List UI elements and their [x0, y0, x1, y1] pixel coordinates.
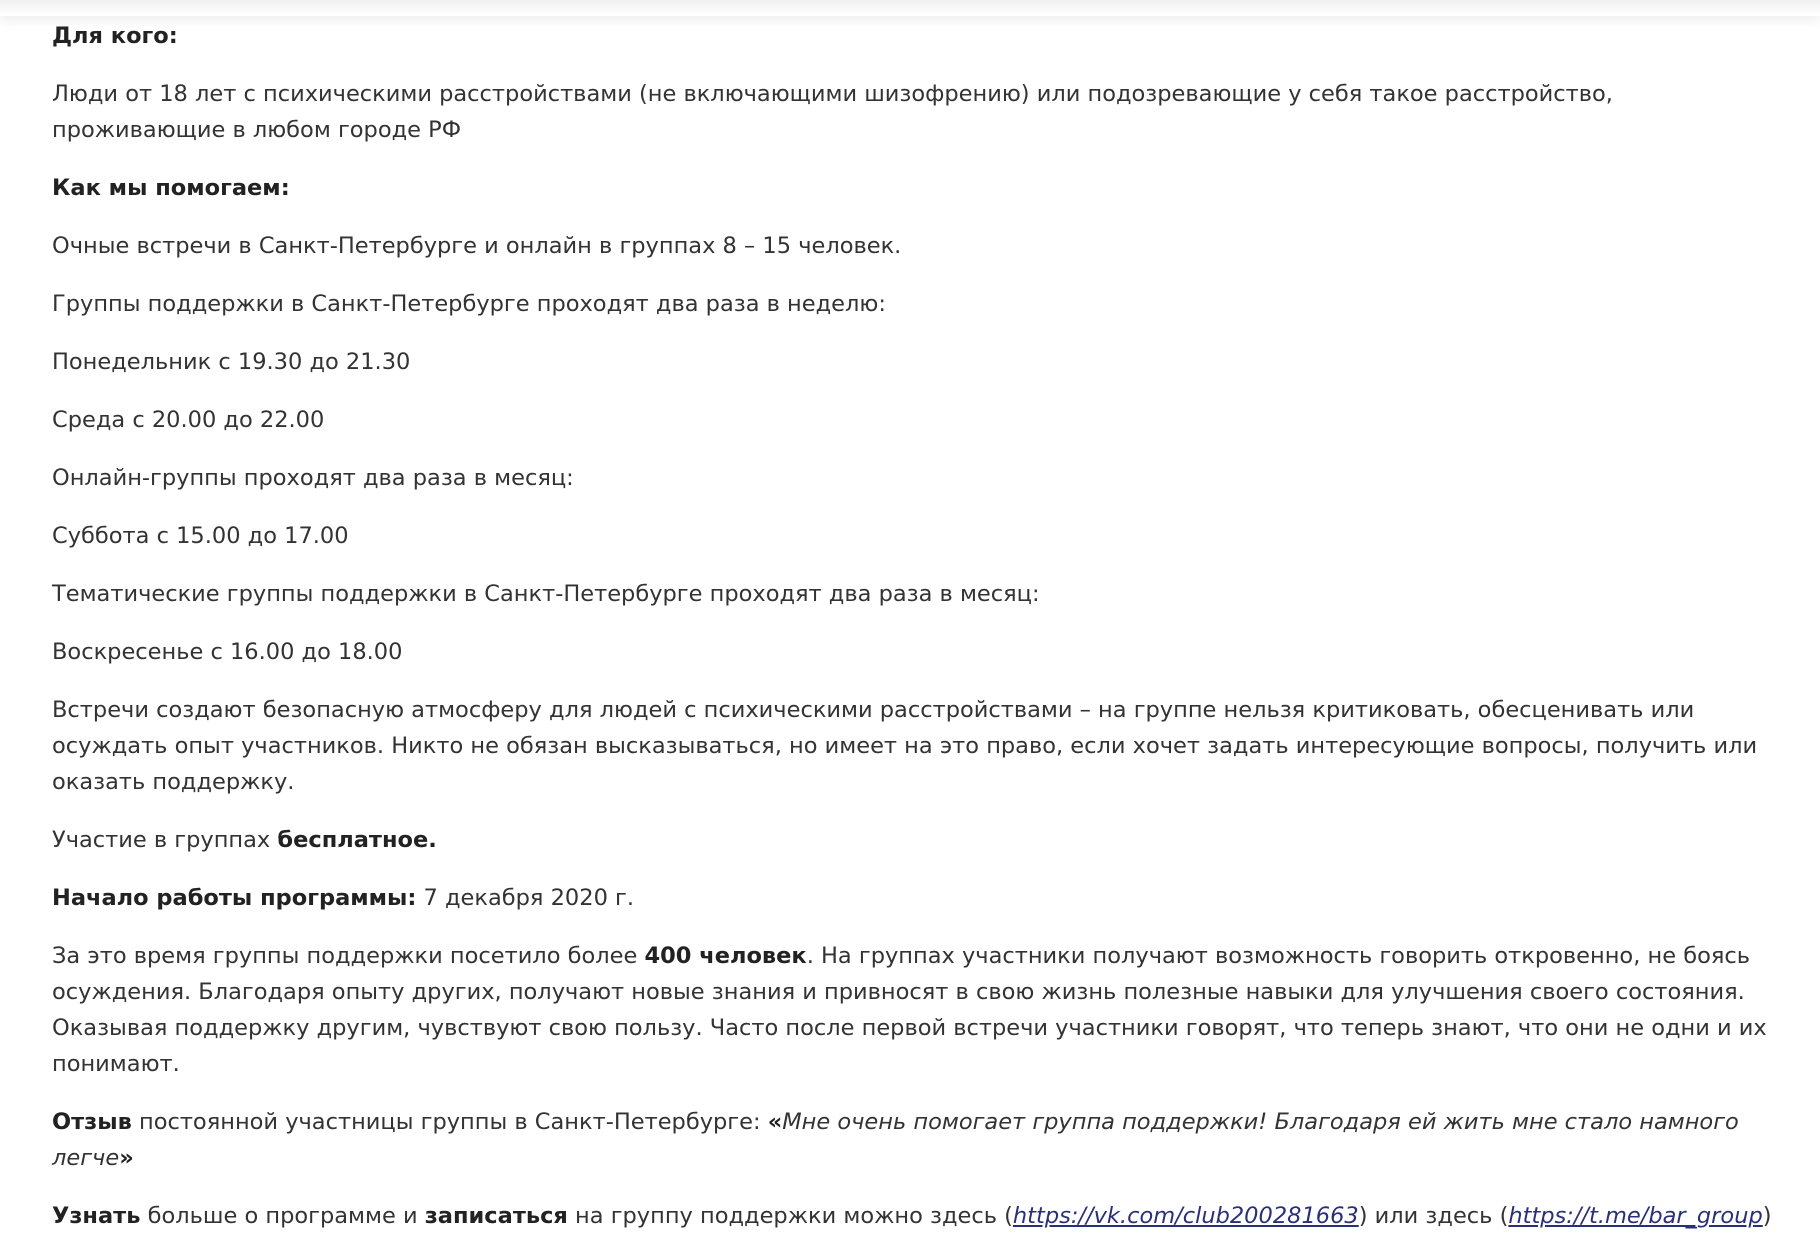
meetings-text: Очные встречи в Санкт-Петербурге и онлайн в группах 8 – 15 человек. — [52, 233, 902, 259]
stats-text: За это время группы поддержки посетило более 400 человек. На группах участники получают возможность говорить откровенно, не боясь осуждения. Благодаря опыту других, получают новые знания и привносят в свою жизнь полезные навыки для улучшения своего состояния. Оказывая поддержку другим, чувствуют свою пользу. Часто после первой встречи участники говорят, что теперь знают, что они не одни и их понимают. — [52, 943, 1767, 1077]
vk-link[interactable]: https://vk.com/club200281663 — [1012, 1203, 1359, 1229]
spb-groups-text: Группы поддержки в Санкт-Петербурге проходят два раза в неделю: — [52, 291, 886, 317]
telegram-link[interactable]: https://t.me/bar_group — [1508, 1203, 1763, 1229]
for-whom-heading: Для кого: — [52, 23, 178, 49]
article-body — [52, 18, 1772, 1256]
saturday-schedule: Суббота с 15.00 до 17.00 — [52, 523, 349, 549]
free-text: Участие в группах бесплатное. — [52, 827, 437, 853]
start-date-text: Начало работы программы: 7 декабря 2020 г. — [52, 885, 635, 911]
monday-schedule: Понедельник с 19.30 до 21.30 — [52, 349, 411, 375]
atmosphere-text: Встречи создают безопасную атмосферу для людей с психическими расстройствами – на группе нельзя критиковать, обесценивать или осуждать опыт участников. Никто не обязан высказываться, но имеет на это право, если хочет задать интересующие вопросы, получить или оказать поддержку. — [52, 697, 1758, 795]
for-whom-text: Люди от 18 лет с психическими расстройствами (не включающими шизофрению) или подозревающие у себя такое расстройство, проживающие в любом городе РФ — [52, 81, 1613, 143]
thematic-groups-text: Тематические группы поддержки в Санкт-Петербурге проходят два раза в месяц: — [52, 581, 1040, 607]
how-heading: Как мы помогаем: — [52, 175, 290, 201]
sunday-schedule: Воскресенье с 16.00 до 18.00 — [52, 639, 403, 665]
online-groups-text: Онлайн-группы проходят два раза в месяц: — [52, 465, 574, 491]
learn-more-text: Узнать больше о программе и записаться на группу поддержки можно здесь (https://vk.com/club200281663) или здесь (https://t.me/bar_group) — [52, 1203, 1772, 1229]
review-text: Отзыв постоянной участницы группы в Санкт-Петербурге: «Мне очень помогает группа поддержки! Благодаря ей жить мне стало намного легче» — [52, 1109, 1739, 1171]
wednesday-schedule: Среда с 20.00 до 22.00 — [52, 407, 325, 433]
top-bar — [0, 0, 1820, 16]
